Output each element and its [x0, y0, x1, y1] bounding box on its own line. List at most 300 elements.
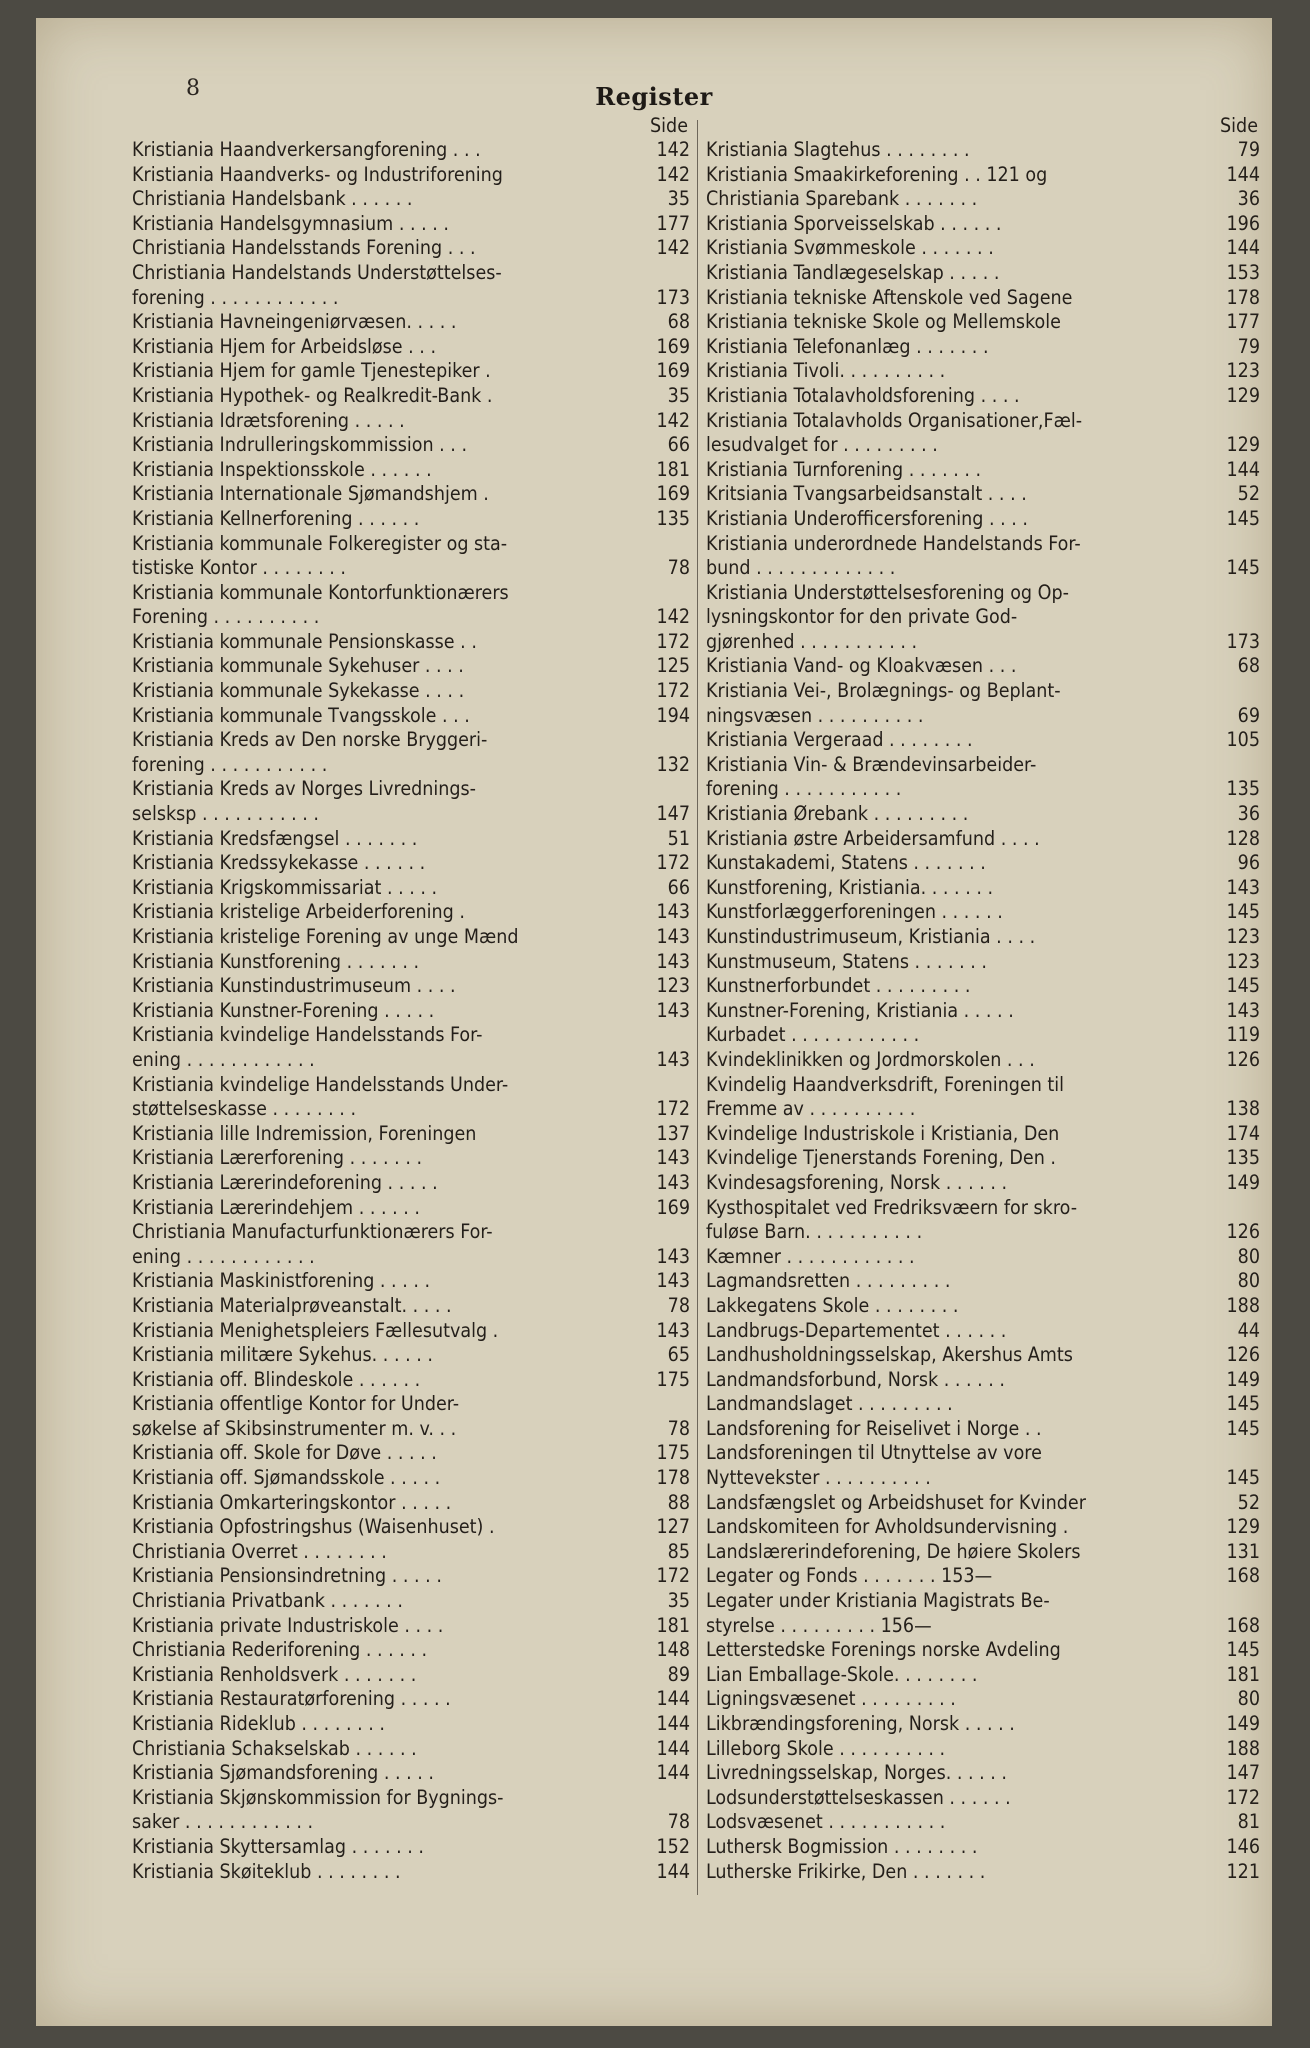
entry-name: Kristiania Understøttelsesforening og Op- lysningskontor for den private God- gjørenhed . . . . . . . . . . . — [706, 580, 1069, 653]
register-entry — [706, 1564, 1262, 1589]
entry-page-number: 174 — [1226, 1121, 1260, 1145]
register-entry — [706, 1441, 1262, 1490]
register-entry — [706, 1368, 1262, 1393]
entry-name: Kristiania kommunale Sykehuser . . . . — [132, 654, 464, 678]
entry-name: Lodsvæsenet . . . . . . . . . . . — [706, 1810, 946, 1834]
register-entry — [132, 1761, 692, 1786]
entry-name: Kristiania tekniske Aftenskole ved Sagene — [706, 285, 1073, 309]
register-entry — [706, 1122, 1262, 1147]
register-entry — [132, 1491, 692, 1516]
entry-page-number: 188 — [1226, 1293, 1260, 1317]
register-entry — [706, 212, 1262, 237]
entry-name: Kristiania Renholdsverk . . . . . . . — [132, 1662, 417, 1686]
entry-page-number: 149 — [1226, 1712, 1260, 1735]
entry-name: Likbrændingsforening, Norsk . . . . . — [706, 1712, 1015, 1735]
entry-name: Kristiania militære Sykehus. . . . . . — [132, 1343, 433, 1367]
entry-name: Kunstindustrimuseum, Kristiania . . . . — [706, 925, 1036, 948]
entry-page-number: 126 — [1226, 1220, 1260, 1244]
register-entry — [706, 1712, 1262, 1737]
register-entry — [706, 532, 1262, 581]
entry-page-number: 145 — [1226, 1416, 1260, 1440]
entry-name: Kristiania Vei-, Brolægnings- og Beplant- ningsvæsen . . . . . . . . . . — [706, 679, 1061, 727]
entry-name: Kristiania Kunstindustrimuseum . . . . — [132, 974, 456, 998]
entry-page-number: 35 — [667, 383, 690, 407]
entry-name: Kristiania underordnede Handelstands For- bund . . . . . . . . . . . . . — [706, 531, 1081, 580]
register-entry — [132, 1835, 692, 1860]
entry-page-number: 68 — [667, 310, 690, 334]
register-entry — [706, 654, 1262, 679]
entry-name: Kristiania Skjønskommission for Bygnings- saker . . . . . . . . . . . . — [132, 1785, 504, 1834]
entry-page-number: 173 — [1226, 629, 1260, 653]
right-column — [706, 114, 1262, 1884]
register-entry — [132, 728, 692, 777]
entry-name: Christiania Privatbank . . . . . . . — [132, 1589, 403, 1613]
entry-name: Kristiania Kellnerforening . . . . . . — [132, 506, 420, 530]
column-divider — [697, 120, 698, 1895]
entry-name: Legater under Kristiania Magistrats Be- styrelse . . . . . . . . . 156— — [706, 1589, 1050, 1637]
register-entry — [706, 1835, 1262, 1860]
entry-page-number: 35 — [667, 187, 690, 211]
entry-name: Kristiania Lærerforening . . . . . . . — [132, 1146, 423, 1170]
entry-name: Landsforening for Reiselivet i Norge . . — [706, 1416, 1042, 1440]
entry-page-number: 126 — [1226, 1343, 1260, 1367]
register-entry — [132, 925, 692, 950]
entry-page-number: 145 — [1226, 1466, 1260, 1490]
register-entry — [706, 581, 1262, 655]
register-entry — [132, 482, 692, 507]
entry-page-number: 142 — [656, 162, 690, 186]
register-entry — [132, 974, 692, 999]
entry-page-number: 178 — [1226, 285, 1260, 309]
entry-page-number: 143 — [656, 1047, 690, 1071]
entry-page-number: 144 — [1226, 457, 1260, 481]
entry-page-number: 147 — [1226, 1761, 1260, 1785]
entry-name: Kunstnerforbundet . . . . . . . . . — [706, 974, 971, 998]
entry-name: Kristiania Havneingeniørvæsen. . . . . — [132, 310, 457, 334]
entry-page-number: 96 — [1237, 851, 1260, 875]
entry-name: Kurbadet . . . . . . . . . . . . — [706, 1023, 920, 1047]
entry-page-number: 144 — [656, 1712, 690, 1735]
register-entry — [132, 163, 692, 188]
register-entry — [706, 728, 1262, 753]
register-entry — [706, 1196, 1262, 1245]
entry-page-number: 143 — [656, 1318, 690, 1342]
entry-name: Christiania Schakselskab . . . . . . — [132, 1736, 417, 1760]
entry-name: Kunstner-Forening, Kristiania . . . . . — [706, 998, 1014, 1022]
entry-name: Kristiania Haandverkersangforening . . . — [132, 138, 481, 161]
entry-page-number: 143 — [1226, 875, 1260, 899]
register-entry — [132, 1392, 692, 1441]
entry-page-number: 145 — [1226, 506, 1260, 530]
entry-page-number: 175 — [656, 1441, 690, 1465]
register-entry — [132, 827, 692, 852]
entry-page-number: 52 — [1237, 482, 1260, 506]
entry-name: Kristiania Lærerindeforening . . . . . — [132, 1170, 438, 1194]
register-entry — [706, 1737, 1262, 1762]
entry-name: Kristiania Krigskommissariat . . . . . — [132, 875, 438, 899]
register-entry — [706, 802, 1262, 827]
entry-page-number: 143 — [656, 998, 690, 1022]
register-entry — [132, 359, 692, 384]
entry-name: Kristiania Pensionsindretning . . . . . — [132, 1564, 442, 1588]
entry-page-number: 144 — [656, 1761, 690, 1785]
entry-name: Kristiania Indrulleringskommission . . . — [132, 433, 468, 457]
entry-page-number: 169 — [656, 482, 690, 506]
register-entry — [132, 1564, 692, 1589]
entry-name: Christiania Overret . . . . . . . . — [132, 1539, 387, 1563]
entry-page-number: 129 — [1226, 433, 1260, 457]
register-entry — [706, 1515, 1262, 1540]
register-entry — [706, 138, 1262, 163]
register-entry — [132, 1786, 692, 1835]
entry-page-number: 119 — [1226, 1023, 1260, 1047]
entry-name: Kristiania Skøiteklub . . . . . . . . — [132, 1859, 401, 1883]
entry-name: Kristiania kommunale Sykekasse . . . . — [132, 679, 465, 703]
entry-page-number: 132 — [656, 752, 690, 776]
register-entry — [706, 1146, 1262, 1171]
entry-page-number: 128 — [1226, 826, 1260, 850]
entry-name: Kristiania Handelsgymnasium . . . . . — [132, 211, 449, 235]
entry-name: Kristiania Idrætsforening . . . . . — [132, 408, 405, 432]
entry-page-number: 142 — [656, 605, 690, 629]
register-entry — [132, 1269, 692, 1294]
entry-page-number: 138 — [1226, 1097, 1260, 1121]
entry-name: Kristiania Kreds av Norges Livrednings- selsksp . . . . . . . . . . . — [132, 777, 477, 826]
entry-name: Kristiania Svømmeskole . . . . . . . — [706, 236, 994, 260]
entry-page-number: 145 — [1226, 974, 1260, 998]
entry-name: Lian Emballage-Skole. . . . . . . . — [706, 1662, 978, 1686]
entry-page-number: 143 — [656, 900, 690, 924]
entry-name: Kristiania Opfostringshus (Waisenhuset) . — [132, 1515, 495, 1539]
entry-page-number: 149 — [1226, 1170, 1260, 1194]
register-entry — [132, 1343, 692, 1368]
entry-page-number: 137 — [656, 1121, 690, 1145]
register-entry — [132, 1515, 692, 1540]
entry-name: Kunstakademi, Statens . . . . . . . — [706, 851, 986, 875]
register-entry — [706, 753, 1262, 802]
entry-page-number: 79 — [1237, 334, 1260, 358]
entry-page-number: 135 — [1226, 777, 1260, 801]
entry-name: Kristiania Sporveisselskab . . . . . . — [706, 211, 1002, 235]
entry-name: Landhusholdningsselskap, Akershus Amts — [706, 1343, 1073, 1367]
entry-name: Christiania Sparebank . . . . . . . — [706, 187, 978, 211]
entry-page-number: 145 — [1226, 556, 1260, 580]
entry-name: Landslærerindeforening, De høiere Skolers — [706, 1539, 1081, 1563]
side-header: Side — [650, 114, 688, 137]
entry-page-number: 89 — [667, 1662, 690, 1686]
entry-name: Landskomiteen for Avholdsundervisning . — [706, 1515, 1069, 1539]
entry-page-number: 78 — [667, 1416, 690, 1440]
register-entry — [132, 1122, 692, 1147]
entry-name: Kristiania Restauratørforening . . . . . — [132, 1687, 451, 1711]
register-entry — [132, 654, 692, 679]
register-entry — [706, 1638, 1262, 1663]
register-entry — [706, 1491, 1262, 1516]
entry-name: Christiania Handelsstands Forening . . . — [132, 236, 476, 260]
entry-page-number: 135 — [1226, 1146, 1260, 1170]
entry-page-number: 80 — [1237, 1687, 1260, 1711]
entry-name: Kristiania Haandverks- og Industriforening — [132, 162, 503, 186]
entry-page-number: 173 — [656, 285, 690, 309]
register-entry — [706, 1417, 1262, 1442]
entry-name: Kristiania lille Indremission, Foreningen — [132, 1121, 477, 1145]
entry-name: Kristiania Vin- & Brændevinsarbeider- forening . . . . . . . . . . . — [706, 752, 1037, 801]
entry-name: Kvindelig Haandverksdrift, Foreningen til Fremme av . . . . . . . . . . — [706, 1072, 1065, 1121]
register-entry — [132, 138, 692, 163]
entry-page-number: 172 — [656, 629, 690, 653]
register-entry — [132, 187, 692, 212]
entry-name: Kristiania Underofficersforening . . . . — [706, 506, 1029, 530]
register-entry — [132, 999, 692, 1024]
entry-page-number: 143 — [656, 949, 690, 973]
entry-name: Kristiania offentlige Kontor for Under- søkelse af Skibsinstrumenter m. v. . . — [132, 1392, 460, 1440]
entry-name: Kunstforlæggerforeningen . . . . . . — [706, 900, 1003, 924]
register-entry — [706, 163, 1262, 188]
left-column — [132, 114, 692, 1884]
entry-name: Kristiania kommunale Tvangsskole . . . — [132, 703, 470, 727]
entry-name: Christiania Rederiforening . . . . . . — [132, 1638, 428, 1662]
entry-name: Kvindeklinikken og Jordmorskolen . . . — [706, 1047, 1035, 1071]
register-entry — [132, 212, 692, 237]
entry-page-number: 78 — [667, 1293, 690, 1317]
register-entry — [706, 1023, 1262, 1048]
entry-name: Kristiania Kreds av Den norske Bryggeri- forening . . . . . . . . . . . — [132, 728, 488, 776]
register-entry — [706, 482, 1262, 507]
register-entry — [706, 679, 1262, 728]
register-entry — [706, 900, 1262, 925]
register-entry — [706, 335, 1262, 360]
entry-page-number: 125 — [656, 654, 690, 678]
entry-name: Ligningsvæsenet . . . . . . . . . — [706, 1687, 956, 1711]
register-entry — [132, 1638, 692, 1663]
register-entry — [132, 1368, 692, 1393]
entry-page-number: 152 — [656, 1834, 690, 1858]
entry-name: Kristiania Smaakirkeforening . . 121 og — [706, 162, 1048, 186]
entry-page-number: 36 — [1237, 802, 1260, 826]
entry-name: Kristiania Materialprøveanstalt. . . . . — [132, 1293, 452, 1317]
entry-page-number: 172 — [1226, 1785, 1260, 1809]
entry-name: Kristiania Internationale Sjømandshjem . — [132, 482, 489, 506]
entry-page-number: 196 — [1226, 211, 1260, 235]
entry-name: Kristiania Vergeraad . . . . . . . . — [706, 728, 973, 752]
register-entry — [132, 1196, 692, 1221]
register-entry — [132, 1687, 692, 1712]
register-entry — [132, 704, 692, 729]
register-entry — [132, 1737, 692, 1762]
register-entry — [706, 1171, 1262, 1196]
entry-page-number: 147 — [656, 802, 690, 826]
register-entry — [132, 1023, 692, 1072]
entry-name: Kunstforening, Kristiania. . . . . . . — [706, 875, 994, 899]
register-entry — [132, 384, 692, 409]
register-entry — [706, 1319, 1262, 1344]
register-entry — [132, 900, 692, 925]
register-entry — [706, 187, 1262, 212]
entry-page-number: 80 — [1237, 1244, 1260, 1268]
register-entry — [706, 261, 1262, 286]
entry-page-number: 145 — [1226, 1638, 1260, 1662]
entry-page-number: 126 — [1226, 1047, 1260, 1071]
page-title: Register — [595, 82, 713, 111]
entry-page-number: 172 — [656, 1564, 690, 1588]
entry-page-number: 144 — [1226, 236, 1260, 260]
register-entry — [132, 433, 692, 458]
entry-name: Landmandsforbund, Norsk . . . . . . — [706, 1367, 1005, 1391]
entry-name: Kristiania kommunale Pensionskasse . . — [132, 629, 477, 653]
entry-name: Kristiania Kredsfængsel . . . . . . . — [132, 826, 418, 850]
entry-name: Kristiania Kunstner-Forening . . . . . — [132, 998, 435, 1022]
entry-name: Kristiania tekniske Skole og Mellemskole — [706, 310, 1061, 334]
entry-page-number: 66 — [667, 875, 690, 899]
register-entry — [132, 507, 692, 532]
register-entry — [706, 1048, 1262, 1073]
register-entry — [132, 409, 692, 434]
entry-page-number: 143 — [656, 1269, 690, 1293]
register-entry — [132, 261, 692, 310]
entry-page-number: 146 — [1226, 1834, 1260, 1858]
entry-name: Kysthospitalet ved Fredriksvæern for skro- fuløse Barn. . . . . . . . . . . — [706, 1195, 1078, 1244]
entry-page-number: 121 — [1226, 1859, 1260, 1883]
register-entry — [706, 1269, 1262, 1294]
entry-name: Christiania Manufacturfunktionærers For- ening . . . . . . . . . . . . — [132, 1220, 493, 1268]
register-entry — [706, 1073, 1262, 1122]
entry-page-number: 144 — [656, 1736, 690, 1760]
entry-name: Kristiania Inspektionsskole . . . . . . — [132, 457, 432, 481]
entry-name: Landsfængslet og Arbeidshuset for Kvinder — [706, 1490, 1086, 1514]
entry-page-number: 81 — [1237, 1810, 1260, 1834]
right-entry-list — [706, 138, 1262, 1884]
register-entry — [132, 777, 692, 826]
entry-page-number: 142 — [656, 236, 690, 260]
entry-name: Kristiania kvindelige Handelsstands Under- støttelseskasse . . . . . . . . — [132, 1072, 509, 1121]
register-entry — [706, 1245, 1262, 1270]
register-entry — [706, 851, 1262, 876]
entry-page-number: 145 — [1226, 1392, 1260, 1416]
entry-page-number: 172 — [656, 679, 690, 703]
entry-name: Kristiania kommunale Kontorfunktionærers Forening . . . . . . . . . . — [132, 580, 509, 629]
entry-page-number: 168 — [1226, 1613, 1260, 1637]
entry-page-number: 105 — [1226, 728, 1260, 752]
register-entry — [706, 286, 1262, 311]
register-entry — [132, 236, 692, 261]
entry-name: Kristiania Skyttersamlag . . . . . . . — [132, 1834, 425, 1858]
register-entry — [706, 1392, 1262, 1417]
register-entry — [706, 458, 1262, 483]
entry-page-number: 143 — [656, 925, 690, 948]
entry-page-number: 177 — [1226, 310, 1260, 334]
entry-name: Kristiania Turnforening . . . . . . . — [706, 457, 982, 481]
register-entry — [706, 1786, 1262, 1811]
entry-page-number: 127 — [656, 1515, 690, 1539]
register-entry — [132, 630, 692, 655]
entry-page-number: 181 — [1226, 1662, 1260, 1686]
entry-name: Landbrugs-Departementet . . . . . . — [706, 1318, 1007, 1342]
entry-name: Kristiania off. Blindeskole . . . . . . — [132, 1367, 421, 1391]
register-entry — [132, 581, 692, 630]
entry-page-number: 172 — [656, 1097, 690, 1121]
entry-page-number: 169 — [656, 359, 690, 383]
register-entry — [706, 827, 1262, 852]
entry-page-number: 168 — [1226, 1564, 1260, 1588]
entry-page-number: 123 — [1226, 925, 1260, 948]
entry-name: Kristiania Maskinistforening . . . . . — [132, 1269, 431, 1293]
entry-page-number: 44 — [1237, 1318, 1260, 1342]
entry-name: Kristiania private Industriskole . . . . — [132, 1613, 444, 1637]
entry-name: Kristiania kristelige Forening av unge Mænd — [132, 925, 519, 948]
entry-page-number: 144 — [656, 1859, 690, 1883]
register-entry — [132, 1466, 692, 1491]
register-entry — [706, 236, 1262, 261]
entry-name: Kristiania Tandlægeselskap . . . . . — [706, 260, 1000, 284]
entry-name: Kristiania Vand- og Kloakvæsen . . . — [706, 654, 1017, 678]
entry-page-number: 65 — [667, 1343, 690, 1367]
entry-page-number: 172 — [656, 851, 690, 875]
register-entry — [706, 1810, 1262, 1835]
register-entry — [706, 999, 1262, 1024]
register-entry — [706, 384, 1262, 409]
register-entry — [706, 876, 1262, 901]
entry-name: Landmandslaget . . . . . . . . . — [706, 1392, 953, 1416]
entry-page-number: 78 — [667, 1810, 690, 1834]
entry-name: Livredningsselskap, Norges. . . . . . — [706, 1761, 1008, 1785]
entry-name: Kunstmuseum, Statens . . . . . . . — [706, 949, 987, 973]
register-entry — [132, 1073, 692, 1122]
entry-name: Kristiania Kunstforening . . . . . . . — [132, 949, 420, 973]
register-entry — [132, 1171, 692, 1196]
entry-page-number: 79 — [1237, 138, 1260, 161]
entry-name: Kristiania Omkarteringskontor . . . . . — [132, 1490, 452, 1514]
entry-page-number: 169 — [656, 334, 690, 358]
entry-page-number: 52 — [1237, 1490, 1260, 1514]
entry-page-number: 148 — [656, 1638, 690, 1662]
entry-name: Kristiania Menighetspleiers Fællesutvalg . — [132, 1318, 499, 1342]
left-entry-list — [132, 138, 692, 1884]
entry-name: Kristiania Rideklub . . . . . . . . — [132, 1712, 385, 1735]
entry-page-number: 181 — [656, 1613, 690, 1637]
register-entry — [132, 1540, 692, 1565]
entry-name: Kristiania Tivoli. . . . . . . . . . — [706, 359, 946, 383]
entry-page-number: 129 — [1226, 1515, 1260, 1539]
register-entry — [132, 1712, 692, 1737]
entry-page-number: 142 — [656, 408, 690, 432]
entry-name: Lagmandsretten . . . . . . . . . — [706, 1269, 951, 1293]
register-entry — [706, 409, 1262, 458]
register-entry — [132, 679, 692, 704]
entry-page-number: 143 — [1226, 998, 1260, 1022]
entry-page-number: 78 — [667, 556, 690, 580]
register-entry — [706, 359, 1262, 384]
register-entry — [132, 310, 692, 335]
register-entry — [132, 458, 692, 483]
register-entry — [706, 1860, 1262, 1885]
register-entry — [132, 1614, 692, 1639]
register-entry — [132, 1441, 692, 1466]
entry-name: Kristiania Totalavholdsforening . . . . — [706, 383, 1020, 407]
entry-page-number: 153 — [1226, 260, 1260, 284]
register-entry — [132, 532, 692, 581]
entry-page-number: 35 — [667, 1589, 690, 1613]
entry-name: Kristiania Hjem for gamle Tjenestepiker . — [132, 359, 491, 383]
entry-name: Kristiania Slagtehus . . . . . . . . — [706, 138, 970, 161]
register-entry — [132, 876, 692, 901]
entry-page-number: 178 — [656, 1466, 690, 1490]
register-entry — [132, 1146, 692, 1171]
entry-name: Kristiania Lærerindehjem . . . . . . — [132, 1195, 420, 1219]
entry-name: Kristiania Telefonanlæg . . . . . . . — [706, 334, 989, 358]
register-entry — [132, 1589, 692, 1614]
entry-name: Legater og Fonds . . . . . . . 153— — [706, 1564, 993, 1588]
entry-name: Kristiania Hjem for Arbeidsløse . . . — [132, 334, 437, 358]
